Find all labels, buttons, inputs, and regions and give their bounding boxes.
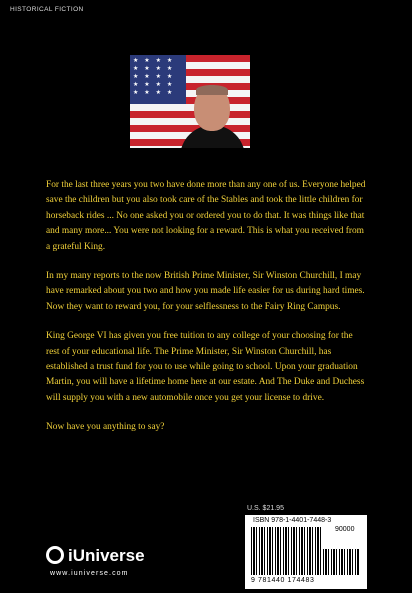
paragraph: Now have you anything to say? xyxy=(46,422,165,433)
publisher-logo xyxy=(46,546,145,586)
paragraph: For the last three years you two have done more than any one of us. Everyone helped save the children but you also took care of the Stables and took the little children for horseback rides ... No one asked you or ordered you to do that. It was things like that and many more... You were not looking for a reward. This is what you received from a grateful King. xyxy=(46,180,366,252)
genre-label: HISTORICAL FICTION xyxy=(10,6,84,13)
paragraph: In my many reports to the now British Prime Minister, Sir Winston Churchill, I may have remarked about you two and how you made life easier for us during hard times. Now they want to reward you, for your selflessness to the Fairy Ring Campus. xyxy=(46,271,365,312)
ean-digits: 9 781440 174483 xyxy=(251,577,315,584)
author-photo xyxy=(130,55,250,148)
publisher-name: iUniverse xyxy=(68,546,145,565)
publisher-url: www.iuniverse.com xyxy=(50,570,129,577)
isbn-text: ISBN 978-1-4401-7448-3 xyxy=(253,517,332,524)
back-cover-text xyxy=(46,178,366,450)
publisher-swirl-icon xyxy=(46,546,64,564)
price-label: U.S. $21.95 xyxy=(247,505,284,512)
paragraph: King George VI has given you free tuition to any college of your choosing for the rest of your educational life. The Prime Minister, Sir Winston Churchill, has established a trust fund for you to use while going to school. Upon your graduation Martin, you will have a lifetime home here at our estate. And The Duke and Duchess will supply you with a new automobile once you get your license to drive. xyxy=(46,331,365,403)
author-hair xyxy=(196,85,228,95)
isbn-barcode xyxy=(245,515,367,589)
addon-code: 90000 xyxy=(335,526,355,533)
flag-canton: ★ ★ ★ ★ ★ ★ ★ ★ ★ ★ ★ ★ ★ ★ ★ ★ ★ ★ ★ ★ xyxy=(130,55,186,104)
